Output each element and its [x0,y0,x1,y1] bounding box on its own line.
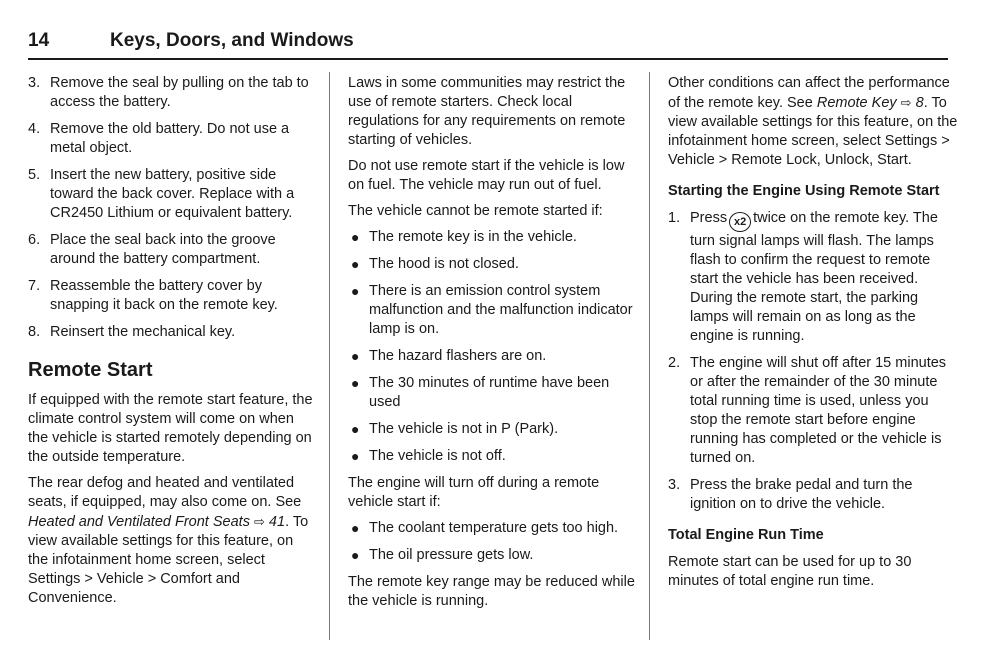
bullet-text: The hood is not closed. [369,256,519,272]
step-number: 4. [28,121,41,137]
text: . To view available settings for this feature, on the infotainment home screen, select Settings > Vehicle > Comfort and Convenience. [28,514,309,606]
step-text: twice on the remote key. The turn signal lamps will flash. The lamps flash to confirm the request to remote start the vehicle has been received. During the remote start, the parking lamps will remain on as long as the engine is running. [690,210,938,344]
list-item [668,354,958,468]
bullet-text: The oil pressure gets low. [369,547,534,563]
remote-start-button-icon: x2 [729,212,751,232]
list-item [348,228,638,247]
remote-start-steps [668,209,958,514]
bullet-text: The vehicle is not in P (Park). [369,421,559,437]
paragraph: Do not use remote start if the vehicle is low on fuel. The vehicle may run out of fuel. [348,158,625,193]
step-number: 5. [28,167,41,183]
bullet-icon: ● [351,448,360,464]
paragraph [668,74,958,170]
header-rule [28,58,948,60]
page-header [28,26,948,60]
text: Other conditions can affect the performance of the remote key. See [668,75,950,111]
list-item [348,282,638,339]
bullet-icon: ● [351,256,360,272]
paragraph: The engine will turn off during a remote vehicle start if: [348,475,600,510]
list-item [28,74,316,112]
bullet-text: The vehicle is not off. [369,448,506,464]
step-text: Reassemble the battery cover by snapping it back on the remote key. [50,278,278,313]
list-item [28,323,316,342]
column-3 [668,74,958,598]
section-title: Remote Start [28,359,153,381]
step-text: Press the brake pedal and turn the ignition on to drive the vehicle. [690,477,913,512]
list-item [348,255,638,274]
step-number: 8. [28,324,41,340]
bullet-text: The coolant temperature gets too high. [369,520,619,536]
step-number: 3. [668,477,681,493]
column-divider [329,72,330,640]
paragraph: Remote start can be used for up to 30 minutes of total engine run time. [668,554,912,589]
bullet-icon: ● [351,348,360,364]
bullet-icon: ● [351,283,360,299]
bullet-text: There is an emission control system malfunction and the malfunction indicator lamp is on. [369,283,633,337]
step-text: Place the seal back into the groove around the battery compartment. [50,232,276,267]
ref-title: Heated and Ventilated Front Seats [28,514,250,530]
step-text: Reinsert the mechanical key. [50,324,236,340]
bullet-icon: ● [351,375,360,391]
subheading: Total Engine Run Time [668,527,824,543]
shutoff-list [348,519,638,565]
bullet-icon: ● [351,229,360,245]
list-item [348,420,638,439]
list-item [668,476,958,514]
list-item [28,120,316,158]
text: The rear defog and heated and ventilated seats, if equipped, may also come on. See [28,475,302,510]
page-number: 14 [28,30,50,51]
step-number: 2. [668,355,681,371]
step-number: 7. [28,278,41,294]
paragraph: If equipped with the remote start feature, the climate control system will come on when the vehicle is started remotely depending on the outside temperature. [28,392,313,465]
paragraph [28,474,316,608]
bullet-text: The 30 minutes of runtime have been used [369,375,610,410]
list-item [668,209,958,346]
ref-page: 8 [915,95,924,111]
bullet-icon: ● [351,547,360,563]
list-item [28,277,316,315]
step-text: Insert the new battery, positive side toward the back cover. Replace with a CR2450 Lithium or equivalent battery. [50,167,295,221]
cross-reference-link[interactable] [817,95,924,111]
column-1 [28,74,316,615]
list-item [348,447,638,466]
step-text: Press [690,210,728,226]
step-number: 3. [28,75,41,91]
list-item [348,374,638,412]
bullet-icon: ● [351,520,360,536]
text: . To view available settings for this feature, on the infotainment home screen, select Settings > Vehicle > Remote Lock, Unlock, Start. [668,95,958,168]
page-ref-arrow-icon: ⇨ [253,514,265,529]
paragraph: Laws in some communities may restrict the use of remote starters. Check local regulations for any requirements on remote starting of vehicles. [348,75,626,148]
step-text: Remove the seal by pulling on the tab to access the battery. [50,75,309,110]
step-number: 1. [668,210,681,226]
paragraph: The vehicle cannot be remote started if: [348,203,603,219]
column-divider [649,72,650,640]
list-item [348,519,638,538]
list-item [348,546,638,565]
subheading: Starting the Engine Using Remote Start [668,183,940,199]
column-2 [348,74,638,618]
page-ref-arrow-icon: ⇨ [900,95,912,110]
step-text: The engine will shut off after 15 minutes or after the remainder of the 30 minute total running time is used, unless you stop the remote start before engine running has completed or the vehicle is turned on. [690,355,947,466]
paragraph: The remote key range may be reduced while the vehicle is running. [348,574,635,609]
chapter-title: Keys, Doors, and Windows [110,30,354,51]
ref-page: 41 [268,514,286,530]
cross-reference-link[interactable] [28,514,285,530]
list-item [28,166,316,223]
list-item [28,231,316,269]
conditions-list [348,228,638,466]
bullet-icon: ● [351,421,360,437]
step-text: Remove the old battery. Do not use a metal object. [50,121,290,156]
ref-title: Remote Key [816,95,897,111]
bullet-text: The hazard flashers are on. [369,348,547,364]
list-item [348,347,638,366]
battery-steps [28,74,316,342]
step-number: 6. [28,232,41,248]
bullet-text: The remote key is in the vehicle. [369,229,577,245]
